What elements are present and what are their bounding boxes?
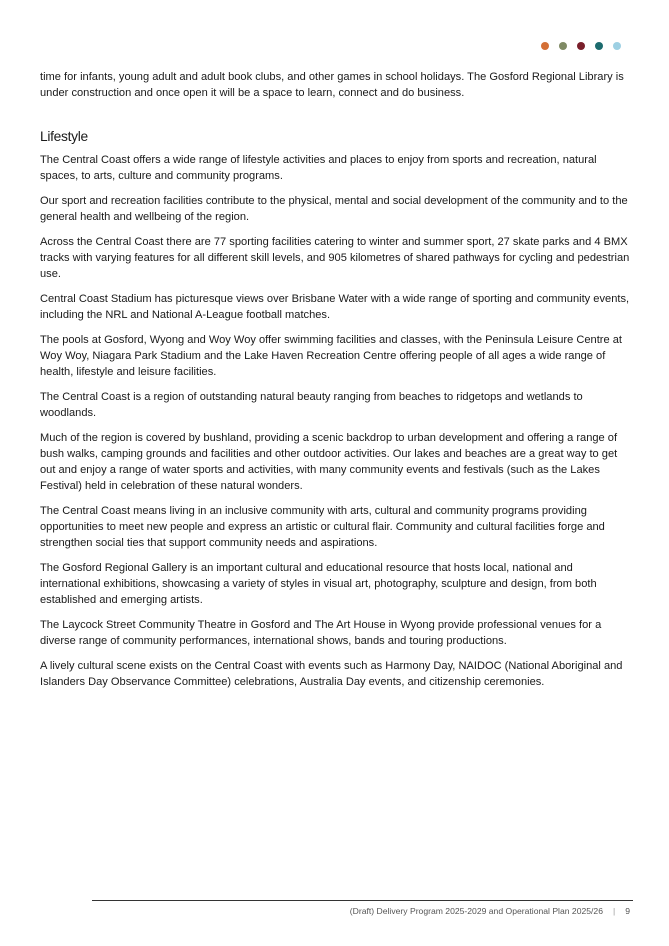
teal-dot-icon	[595, 42, 603, 50]
olive-dot-icon	[559, 42, 567, 50]
section-heading: Lifestyle	[40, 129, 88, 144]
body-paragraph: The Central Coast is a region of outstanding natural beauty ranging from beaches to ridgetops and wetlands to woodlands.	[40, 391, 583, 419]
body-paragraph: Central Coast Stadium has picturesque views over Brisbane Water with a wide range of sporting and community events, including the NRL and National A-League football matches.	[40, 293, 630, 321]
page-number: 9	[625, 906, 630, 916]
decorative-dots	[541, 42, 621, 50]
body-paragraph: A lively cultural scene exists on the Central Coast with events such as Harmony Day, NAIDOC (National Aboriginal and Islanders Day Observance Committee) celebrations, Australia Day events, and citizenship ceremonies.	[40, 660, 623, 688]
page-footer	[350, 906, 630, 916]
maroon-dot-icon	[577, 42, 585, 50]
intro-paragraph: time for infants, young adult and adult book clubs, and other games in school holidays. The Gosford Regional Library is under construction and once open it will be a space to learn, connect and do business.	[40, 71, 624, 99]
body-paragraph: The Central Coast offers a wide range of lifestyle activities and places to enjoy from sports and recreation, natural spaces, to arts, culture and community programs.	[40, 154, 597, 182]
footer-divider	[92, 900, 633, 901]
body-paragraph: The pools at Gosford, Wyong and Woy Woy offer swimming facilities and classes, with the Peninsula Leisure Centre at Woy Woy, Niagara Park Stadium and the Lake Haven Recreation Centre offering people of all ages a wide range of health, lifestyle and leisure facilities.	[40, 334, 622, 378]
page-content	[40, 69, 630, 699]
footer-document-title: (Draft) Delivery Program 2025-2029 and Operational Plan 2025/26	[349, 906, 603, 916]
body-paragraph: Our sport and recreation facilities contribute to the physical, mental and social development of the community and to the general health and wellbeing of the region.	[40, 195, 628, 223]
orange-dot-icon	[541, 42, 549, 50]
body-paragraph: The Laycock Street Community Theatre in Gosford and The Art House in Wyong provide professional venues for a diverse range of community performances, international shows, bands and touring productions.	[40, 619, 602, 647]
body-paragraph: Across the Central Coast there are 77 sporting facilities catering to winter and summer sport, 27 skate parks and 4 BMX tracks with varying features for all different skill levels, and 905 kilometres of shared pathways for cycling and pedestrian use.	[40, 236, 630, 280]
body-paragraph: The Gosford Regional Gallery is an important cultural and educational resource that hosts local, national and international exhibitions, showcasing a variety of styles in visual art, photography, sculpture and design, from both established and emerging artists.	[40, 562, 597, 606]
light-blue-dot-icon	[613, 42, 621, 50]
body-paragraph: The Central Coast means living in an inclusive community with arts, cultural and community programs providing opportunities to meet new people and express an artistic or cultural flair. Community and cultural facilities forge and strengthen social ties that support community needs and aspirations.	[40, 505, 605, 549]
footer-separator: |	[612, 906, 616, 916]
body-paragraph: Much of the region is covered by bushland, providing a scenic backdrop to urban development and offering a range of bush walks, camping grounds and facilities and other outdoor activities. Our lakes and beaches are a great way to get out and enjoy a range of water sports and activities, with many community events and festivals (such as the Lakes Festival) held in celebration of these natural wonders.	[40, 432, 618, 492]
